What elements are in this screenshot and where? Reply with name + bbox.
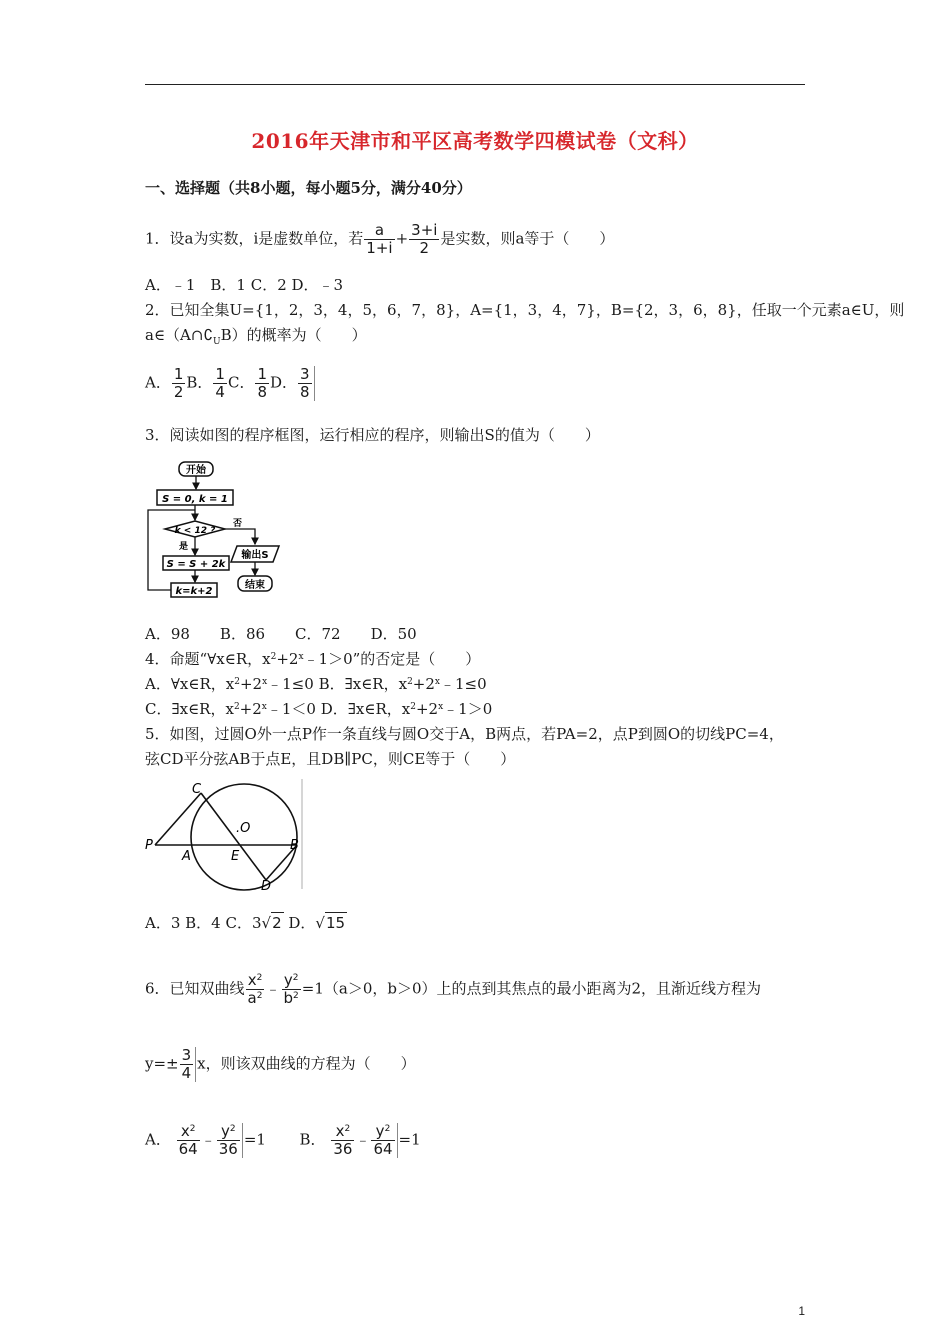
label-d: D: [261, 879, 272, 892]
sqrt-15: √15: [315, 914, 346, 932]
option-d-fraction: $\frac{3}{8}$: [298, 366, 315, 401]
label-b: B: [290, 838, 299, 853]
question-3: 3．阅读如图的程序框图，运行相应的程序，则输出S的值为（ ）: [145, 426, 600, 444]
fraction-y2-over-b2: $\frac{y^2}{b^2}$: [283, 971, 299, 1007]
page-title: 2016年天津市和平区高考数学四模试卷（文科）: [251, 129, 699, 153]
question-6-asymptote: y=± $\frac{3}{4}$ x，则该双曲线的方程为（ ）: [145, 1046, 416, 1082]
flow-output-text: 输出S: [241, 550, 269, 561]
sqrt-2: √2: [261, 914, 282, 932]
chord-cd: [201, 793, 266, 880]
option-b-x-fraction: $\frac{x^2}{36}$: [333, 1122, 353, 1158]
fraction-3-over-4: $\frac{3}{4}$: [180, 1047, 197, 1082]
flow-end-text: 结束: [245, 580, 265, 591]
label-a: A: [182, 849, 191, 864]
fraction-a-over-1-plus-i: $\frac{a}{1+i}$: [366, 221, 393, 257]
question-1: 1．设a为实数，i是虚数单位，若 $\frac{a}{1+i}$ + $\frac{3+i}{2}$ 是实数，则a等于（ ）: [145, 221, 615, 257]
option-c-fraction: $\frac{1}{8}$: [257, 365, 267, 401]
flow-update-k-text: k=k+2: [175, 586, 213, 597]
section-heading: 一、选择题（共8小题，每小题5分，满分40分）: [145, 179, 472, 197]
question-2-line-2: $a\in(A\cap∁_UB)$的概率为（ ）: [145, 326, 367, 347]
question-6-options: A． $\frac{x^2}{64}$ ﹣ $\frac{y^2}{36}$ =1 B． $\frac{x^2}{36}$ ﹣ $\frac{y^2}{64}$ =1: [145, 1122, 421, 1158]
flow-start-text: 开始: [186, 465, 206, 476]
page-number: 1: [798, 1304, 805, 1318]
flow-update-s-text: S = S + 2k: [166, 559, 226, 570]
option-b-fraction: $\frac{1}{4}$: [215, 365, 225, 401]
fraction-3-plus-i-over-2: $\frac{3+i}{2}$: [411, 221, 438, 257]
option-a-fraction: $\frac{1}{2}$: [173, 365, 184, 401]
question-6: 6．已知双曲线 $\frac{x^2}{a^2}$ ﹣ $\frac{y^2}{b^2}$ =1（a＞0，b＞0）上的点到其焦点的最小距离为2，且渐近线方程为: [145, 971, 762, 1007]
flow-init-text: S = 0, k = 1: [162, 494, 228, 505]
flowchart-diagram: [145, 458, 285, 608]
question-5-options: A．3 B．4 C．3√2 D．√15: [145, 914, 346, 932]
flow-condition-text: k < 12 ?: [174, 526, 216, 536]
question-5-line-2: 弦CD平分弦AB于点E，且DB∥PC，则CE等于（ ）: [145, 750, 516, 768]
question-1-options: A．﹣1 B．1 C．2 D．﹣3: [145, 276, 344, 294]
option-a-y-fraction: $\frac{y^2}{36}$: [217, 1123, 243, 1158]
question-2-line-1: 2．已知全集U={1，2，3，4，5，6，7，8}，A={1，3，4，7}，B={2，3，6，8}，任取一个元素a∈U，则: [145, 301, 905, 319]
question-2-options: A． $\frac{1}{2}$ B． $\frac{1}{4}$ C． $\frac{1}{8}$ D． $\frac{3}{8}$: [145, 366, 316, 401]
label-c: C: [192, 782, 202, 797]
label-p: P: [145, 838, 153, 853]
question-5-line-1: 5．如图，过圆O外一点P作一条直线与圆O交于A，B两点，若PA=2，点P到圆O的切线PC=4，: [145, 725, 784, 743]
header-rule: [145, 84, 805, 85]
question-4: 4．命题“∀x∈R，$x^2+2^x﹣1>0$”的否定是（ ）: [145, 650, 481, 668]
flow-no-label: 否: [233, 519, 243, 529]
question-3-options: A．98 B．86 C．72 D．50: [145, 625, 417, 643]
option-b-y-fraction: $\frac{y^2}{64}$: [371, 1123, 397, 1158]
flow-yes-label: 是: [179, 542, 189, 552]
question-4-options-ab: A．∀x∈R，$x^2+2^x﹣1\le 0$ B．∃x∈R，$x^2+2^x﹣1\le 0$: [145, 675, 487, 693]
circle-geometry-diagram: [145, 777, 310, 892]
fraction-x2-over-a2: $\frac{x^2}{a^2}$: [247, 971, 263, 1007]
question-4-options-cd: C．∃x∈R，$x^2+2^x﹣1<0$ D．∃x∈R，$x^2+2^x﹣1>0$: [145, 700, 493, 718]
label-o: .O: [236, 821, 251, 836]
option-a-x-fraction: $\frac{x^2}{64}$: [178, 1122, 198, 1158]
label-e: E: [231, 849, 240, 864]
